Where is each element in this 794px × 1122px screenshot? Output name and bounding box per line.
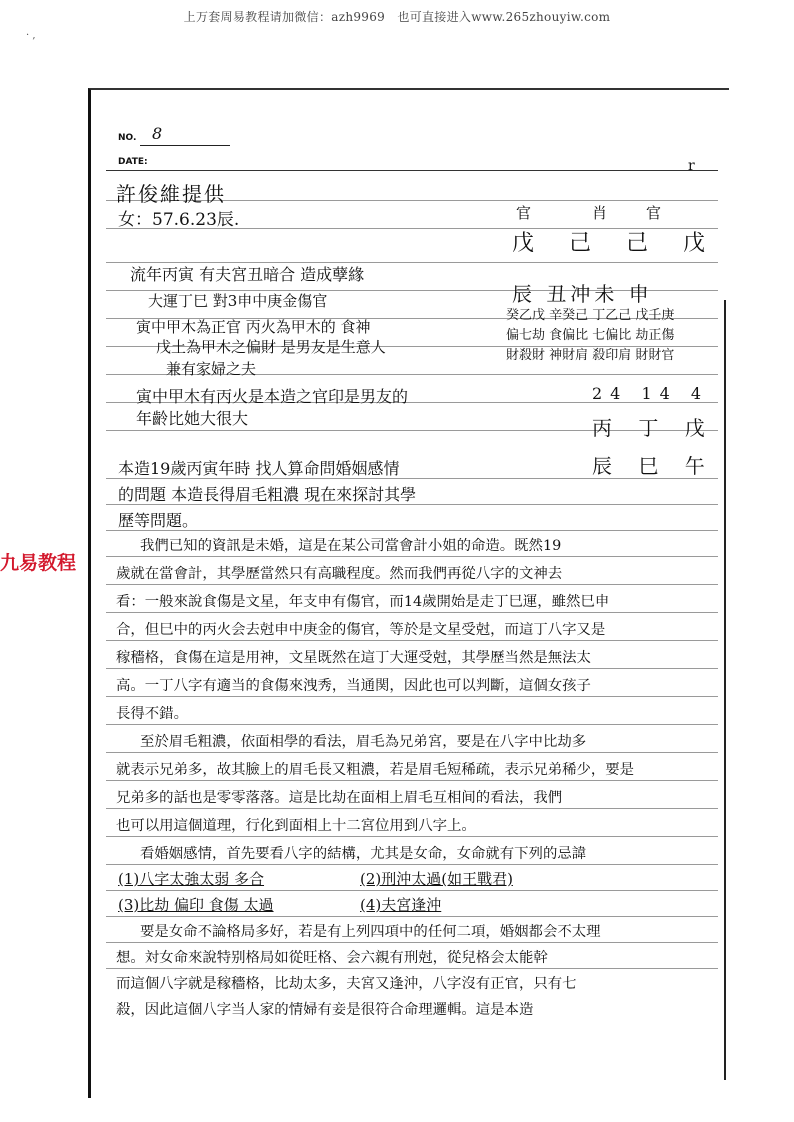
ruled-line: [106, 942, 718, 943]
birth-info: 女：57.6.23辰.: [118, 210, 240, 230]
ruled-line: [106, 916, 718, 917]
ruled-line: [106, 808, 718, 809]
corner-mark: r: [688, 158, 695, 174]
no-value: 8: [152, 124, 163, 143]
body-line: 看：一般來說食傷是文星，年支申有傷官，而14歲開始是走丁巳運，雖然巳申: [116, 594, 610, 610]
ruled-line: [106, 836, 718, 837]
body-line: 殺，因此這個八字当人家的情婦有妾是很符合命理邏輯。這是本造: [116, 1002, 534, 1018]
luck-stems: 丙 丁 戊: [592, 416, 715, 440]
body-line: 兄弟多的話也是零零落落。這是比劫在面相上眉毛互相间的看法，我們: [116, 790, 563, 806]
hidden-stems-2: 偏七劫 食偏比 七偏比 劫正傷: [506, 328, 675, 343]
note-line: 年齡比她大很大: [136, 409, 249, 428]
banner: 上万套周易教程请加微信：azh9969 也可直接进入www.265zhouyiw.com: [183, 10, 611, 24]
ruled-line: [106, 668, 718, 669]
body-line: 的問題 本造長得眉毛粗濃 現在來探討其學: [118, 485, 417, 504]
ruled-line: [106, 752, 718, 753]
body-line: 就表示兄弟多，故其臉上的眉毛長又粗濃，若是眉毛短稀疏，表示兄弟稀少，要是: [116, 762, 635, 778]
condition-item: (4)夫宮逢沖: [360, 896, 442, 914]
body-line: 要是女命不論格局多好，若是有上列四項中的任何二項，婚姻都会不太理: [140, 924, 601, 940]
note-line: 寅中甲木為正官 丙火為甲木的 食神: [136, 318, 371, 336]
ruled-line: [106, 556, 718, 557]
body-line: 想。対女命來說特别格局如從旺格、会六親有刑尅，從兒格会太能幹: [116, 950, 548, 966]
body-line: 本造19歲丙寅年時 找人算命問婚姻感情: [118, 459, 400, 478]
ruled-line: [106, 968, 718, 969]
ruled-line: [106, 890, 718, 891]
note-line: 戊土為甲木之偏財 是男友是生意人: [156, 338, 386, 356]
scan-specks: · ,: [26, 30, 36, 41]
note-line: 流年丙寅 有夫宮丑暗合 造成孽緣: [130, 265, 365, 284]
body-line: 合，但巳中的丙火会去尅申中庚金的傷官，等於是文星受尅，而這丁八字又是: [116, 622, 606, 638]
ten-god-label: 官: [646, 204, 662, 222]
body-line: 長得不錯。: [116, 706, 188, 722]
hidden-stems-3: 財殺財 神財肩 殺印肩 財財官: [506, 348, 675, 363]
date-label: DATE:: [118, 157, 148, 167]
condition-item: (1)八字太強太弱 多合: [118, 870, 265, 888]
ruled-line: [106, 612, 718, 613]
body-line: 而這個八字就是稼穡格，比劫太多，夫宮又逢沖，八字沒有正官，只有七: [116, 976, 577, 992]
earthly-branches: 辰 丑冲未 申: [512, 282, 653, 306]
body-line: 高。一丁八字有適当的食傷來洩秀，当通関，因此也可以判斷，這個女孩子: [116, 678, 591, 694]
body-line: 歲就在當會計，其學歷當然只有高職程度。然而我們再從八字的文神去: [116, 566, 563, 582]
condition-item: (2)刑沖太過(如王戰君): [360, 870, 513, 888]
provider-name: 許俊維提供: [116, 182, 226, 206]
ten-god-label: 官: [516, 204, 532, 222]
condition-item: (3)比劫 偏印 食傷 太過: [118, 896, 274, 914]
body-line: 稼穡格，食傷在這是用神，文星既然在這丁大運受尅，其學歷当然是無法太: [116, 650, 591, 666]
ruled-line: [106, 780, 718, 781]
body-line: 至於眉毛粗濃，依面相學的看法，眉毛為兄弟宮，要是在八字中比劫多: [140, 734, 587, 750]
ruled-line: [106, 864, 718, 865]
ruled-line: [106, 724, 718, 725]
body-line: 看婚姻感情，首先要看八字的結構，尤其是女命，女命就有下列的忌諱: [140, 846, 587, 862]
luck-ages: 24 14 4: [592, 384, 710, 403]
ruled-line: [106, 584, 718, 585]
luck-branches: 辰 巳 午: [592, 454, 715, 478]
heavenly-stems: 戊 己 己 戊: [512, 231, 719, 256]
ruled-line: [106, 640, 718, 641]
no-underline: [140, 145, 230, 146]
body-line: 也可以用這個道理，行化到面相上十二宮位用到八字上。: [116, 818, 476, 834]
note-line: 大運丁巳 對3申中庚金傷官: [148, 292, 328, 310]
ten-god-label: 肖: [592, 204, 608, 222]
page-right-edge: [724, 300, 726, 1080]
date-rule: [106, 170, 718, 171]
watermark-logo: 九易教程: [0, 552, 77, 574]
note-line: 兼有家婦之夫: [166, 360, 257, 378]
ruled-line: [106, 696, 718, 697]
note-line: 寅中甲木有丙火是本造之官印是男友的: [136, 387, 409, 406]
body-line: 歷等問題。: [118, 511, 199, 530]
body-line: 我們已知的資訊是未婚，這是在某公司當會計小姐的命造。既然19: [140, 538, 562, 554]
hidden-stems-1: 癸乙戊 辛癸己 丁乙己 戊壬庚: [506, 308, 675, 323]
no-label: NO.: [118, 133, 137, 143]
